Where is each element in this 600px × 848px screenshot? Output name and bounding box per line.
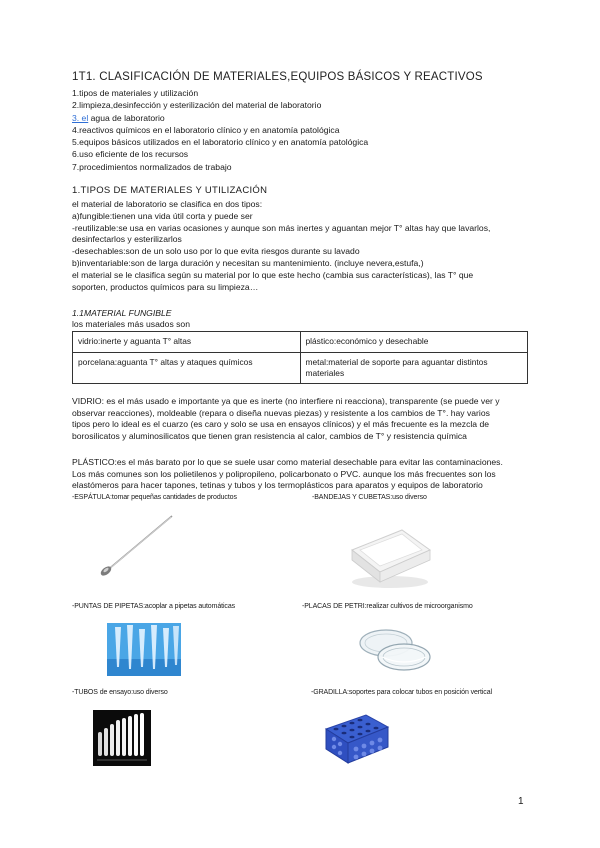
- toc-item: [72, 112, 368, 124]
- petri-dish-image: [356, 621, 434, 675]
- test-tubes-image: [93, 710, 151, 766]
- table-cell: plástico:económico y desechable: [300, 332, 528, 353]
- toc-item: 7.procedimientos normalizados de trabajo: [72, 161, 232, 172]
- document-title: 1T1. CLASIFICACIÓN DE MATERIALES,EQUIPOS BÁSICOS Y REACTIVOS: [72, 71, 483, 83]
- body-line: a)fungible:tienen una vida útil corta y puede ser: [72, 210, 253, 221]
- table-row: [73, 353, 528, 384]
- toc-item: 1.tipos de materiales y utilización: [72, 88, 199, 98]
- body-line: -desechables:son de un solo uso por lo que evita riesgos durante su lavado: [72, 246, 360, 257]
- body-line: VIDRIO: es el más usado e importante ya que es inerte (no interfiere ni reacciona), transparente (se puede ver y: [72, 396, 500, 406]
- caption-tubos: -TUBOS de ensayo:uso diverso: [72, 689, 168, 696]
- body-line: el material de laboratorio se clasifica en dos tipos:: [72, 199, 263, 209]
- materials-table: [72, 331, 528, 384]
- body-line: b)inventariable:son de larga duración y necesitan su mantenimiento. (incluye nevera,estufa,): [72, 257, 424, 268]
- body-line: desinfectarlos y esterilizarlos: [72, 234, 182, 245]
- body-line: Los más comunes son los polietilenos y polipropileno, policarbonato o PVC. aunque los más frecuentes son los: [72, 468, 496, 479]
- caption-gradilla: -GRADILLA:soportes para colocar tubos en posición vertical: [311, 689, 492, 696]
- toc-item: 6.uso eficiente de los recursos: [72, 149, 189, 160]
- tray-image: [344, 520, 434, 592]
- section-body: [72, 199, 532, 293]
- spatula-image: [96, 512, 176, 580]
- body-line: -reutilizable:se usa en varias ocasiones y aunque son más inertes y aguantan mejor T° altas hay que lavarlos,: [72, 222, 491, 233]
- table-of-contents: [72, 87, 368, 173]
- vidrio-paragraph: [72, 396, 530, 442]
- caption-espatula: -ESPÁTULA:tomar pequeñas cantidades de productos: [72, 494, 237, 501]
- toc-link[interactable]: 3. el: [72, 112, 89, 123]
- caption-placas: -PLACAS DE PETRI:realizar cultivos de microorganismo: [302, 603, 473, 610]
- pipette-tips-image: [107, 623, 181, 676]
- tube-rack-image: [322, 709, 392, 767]
- section-heading: 1.TIPOS DE MATERIALES Y UTILIZACIÓN: [72, 185, 268, 196]
- table-cell: porcelana:aguanta T° altas y ataques químicos: [73, 353, 301, 384]
- toc-item: 5.equipos básicos utilizados en el laboratorio clínico y en anatomía patológica: [72, 137, 369, 148]
- body-line: elastómeros para hacer tapones, tetinas y tubos y los termoplásticos para aparatos y equipos de laboratorio: [72, 480, 483, 491]
- body-line: observar reacciones), moldeable (repara o diseña nuevas piezas) y resistente a los cambios de T°. hay varios: [72, 407, 490, 418]
- plastico-paragraph: [72, 457, 530, 492]
- body-line: el material se le clasifica según su material por lo que este hecho (cambia sus características), las T° que: [72, 269, 474, 280]
- toc-item-text: agua de laboratorio: [90, 112, 165, 123]
- table-cell: vidrio:inerte y aguanta T° altas: [73, 332, 301, 353]
- body-line: soporten, productos químicos para su limpieza…: [72, 281, 259, 292]
- toc-item: 2.limpieza,desinfección y esterilización del material de laboratorio: [72, 100, 322, 111]
- table-cell: metal:material de soporte para aguantar distintos materiales: [300, 353, 528, 384]
- caption-bandejas: -BANDEJAS Y CUBETAS:uso diverso: [312, 494, 427, 501]
- body-line: tipos pero lo ideal es el cuarzo (es caro y solo se usa en ensayos clínicos) y el más frecuente es la mezcla de: [72, 419, 490, 430]
- page-number: 1: [518, 796, 524, 807]
- subsection-heading: 1.1MATERIAL FUNGIBLE: [72, 308, 172, 318]
- toc-item: 4.reactivos químicos en el laboratorio clínico y en anatomía patológica: [72, 124, 340, 135]
- caption-puntas: -PUNTAS DE PIPETAS:acoplar a pipetas automáticas: [72, 603, 236, 610]
- body-line: PLÁSTICO:es el más barato por lo que se suele usar como material desechable para evitar las contaminaciones.: [72, 457, 503, 467]
- body-line: borosilicatos y aluminosilicatos que tienen gran resistencia al calor, cambios de T° y resistencia química: [72, 430, 467, 441]
- table-row: [73, 332, 528, 353]
- subsection-intro: los materiales más usados son: [72, 319, 190, 329]
